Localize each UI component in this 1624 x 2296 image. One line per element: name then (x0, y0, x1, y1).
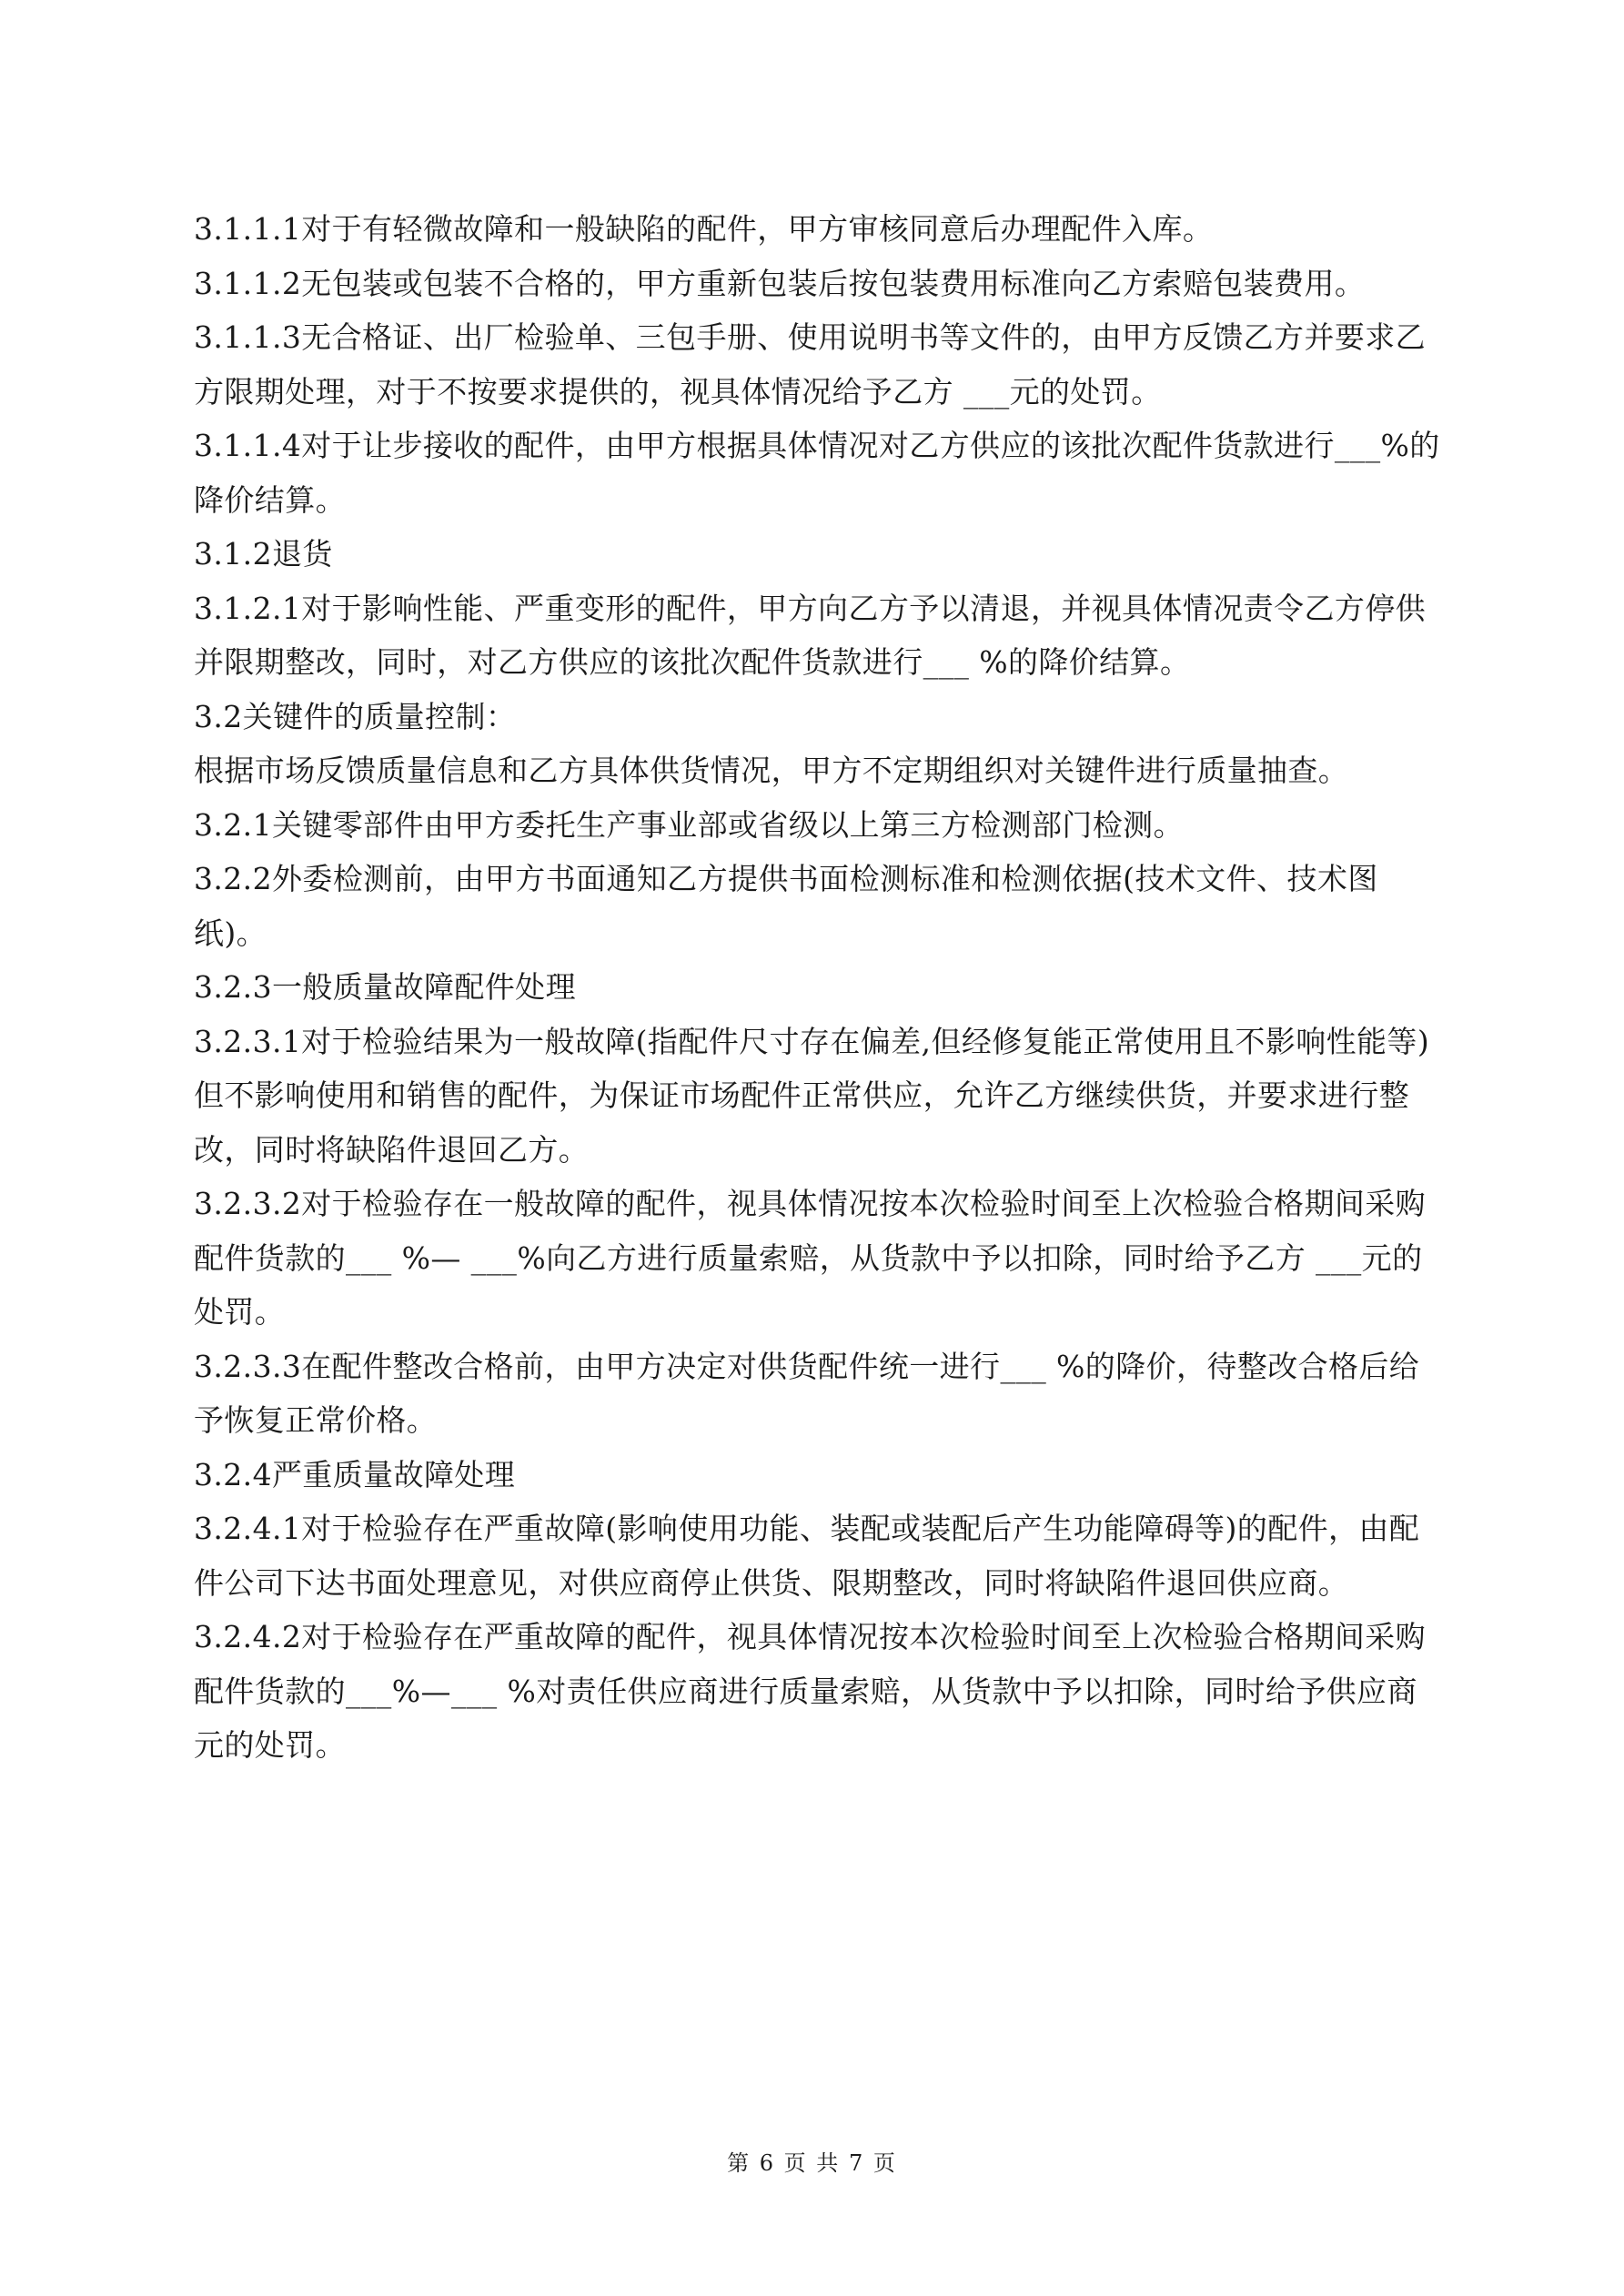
paragraph-3-2-2: 3.2.2外委检测前，由甲方书面通知乙方提供书面检测标准和检测依据(技术文件、技术图纸)。 (194, 861, 1378, 951)
paragraph-3-2-4-1: 3.2.4.1对于检验存在严重故障(影响使用功能、装配或装配后产生功能障碍等)的配件，由配件公司下达书面处理意见，对供应商停止供货、限期整改，同时将缺陷件退回供应商。 (194, 1511, 1420, 1601)
paragraph-3-2-1: 3.2.1关键零部件由甲方委托生产事业部或省级以上第三方检测部门检测。 (194, 806, 1184, 843)
paragraph-3-1-2-1: 3.1.2.1对于影响性能、严重变形的配件，甲方向乙方予以清退，并视具体情况责令乙方停供并限期整改，同时，对乙方供应的该批次配件货款进行___ %的降价结算。 (194, 590, 1427, 680)
heading-3-2: 3.2关键件的质量控制： (194, 698, 517, 734)
heading-3-1-2: 3.1.2退货 (194, 536, 333, 571)
paragraph-3-2-3-2: 3.2.3.2对于检验存在一般故障的配件，视具体情况按本次检验时间至上次检验合格期间采购配件货款的___ %— ___%向乙方进行质量索赔，从货款中予以扣除，同时给予乙方 ___元的处罚。 (194, 1186, 1427, 1330)
paragraph-3-1-1-3: 3.1.1.3无合格证、出厂检验单、三包手册、使用说明书等文件的，由甲方反馈乙方并要求乙方限期处理，对于不按要求提供的，视具体情况给予乙方 ___元的处罚。 (194, 319, 1427, 410)
paragraph-3-1-1-2: 3.1.1.2无包装或包装不合格的，甲方重新包装后按包装费用标准向乙方索赔包装费用。 (194, 265, 1366, 301)
paragraph-3-2-4-2: 3.2.4.2对于检验存在严重故障的配件，视具体情况按本次检验时间至上次检验合格期间采购配件货款的___%—___ %对责任供应商进行质量索赔，从货款中予以扣除，同时给予供应商 元的处罚。 (194, 1619, 1427, 1763)
heading-3-2-3: 3.2.3一般质量故障配件处理 (194, 969, 576, 1005)
paragraph-3-2-3-1: 3.2.3.1对于检验结果为一般故障(指配件尺寸存在偏差,但经修复能正常使用且不影响性能等)但不影响使用和销售的配件，为保证市场配件正常供应，允许乙方继续供货，并要求进行整改，同时将缺陷件退回乙方。 (194, 1023, 1430, 1168)
paragraph-3-2-intro: 根据市场反馈质量信息和乙方具体供货情况，甲方不定期组织对关键件进行质量抽查。 (194, 753, 1349, 788)
paragraph-3-2-3-3: 3.2.3.3在配件整改合格前，由甲方决定对供货配件统一进行___ %的降价，待整改合格后给予恢复正常价格。 (194, 1348, 1420, 1438)
document-body (194, 202, 1449, 1773)
heading-3-2-4: 3.2.4严重质量故障处理 (194, 1456, 516, 1492)
paragraph-3-1-1-4: 3.1.1.4对于让步接收的配件，由甲方根据具体情况对乙方供应的该批次配件货款进行___%的降价结算。 (194, 428, 1440, 518)
paragraph-3-1-1-1: 3.1.1.1对于有轻微故障和一般缺陷的配件，甲方审核同意后办理配件入库。 (194, 211, 1214, 247)
page-number-footer: 第 6 页 共 7 页 (727, 2150, 897, 2176)
